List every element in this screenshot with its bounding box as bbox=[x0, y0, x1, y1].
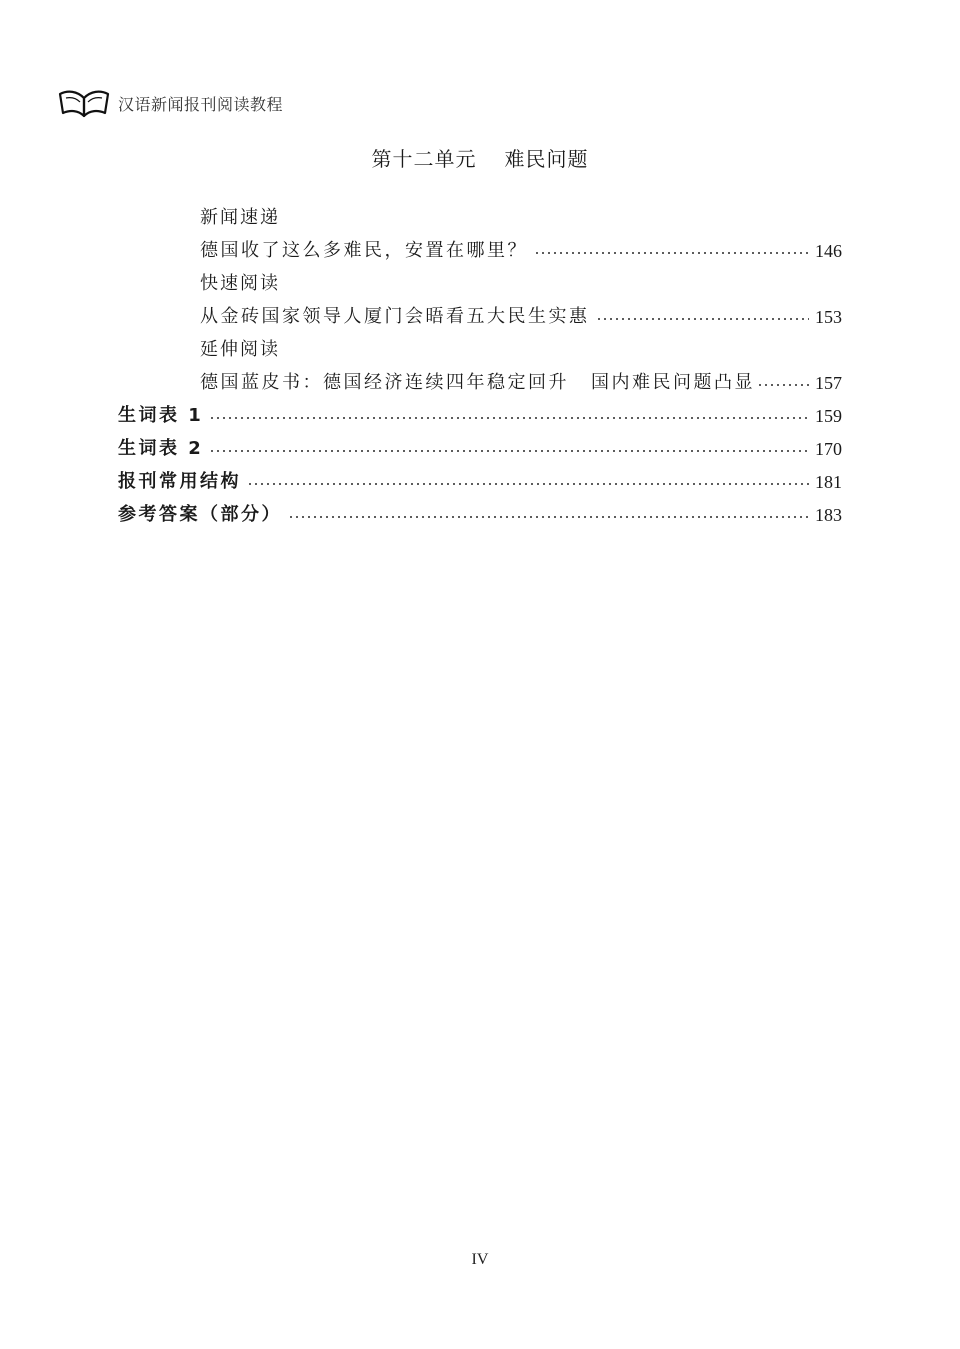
section-heading bbox=[200, 196, 842, 229]
dot-leader bbox=[209, 448, 809, 454]
section-label-extended-reading: 延伸阅读 bbox=[200, 339, 280, 360]
unit-topic: 难民问题 bbox=[504, 147, 589, 171]
toc-entry-appendix[interactable] bbox=[118, 394, 842, 427]
open-book-icon bbox=[58, 86, 110, 120]
section-heading bbox=[200, 328, 842, 361]
toc-entry-appendix[interactable] bbox=[118, 493, 842, 526]
toc-entry-title: 德国收了这么多难民，安置在哪里？ bbox=[200, 240, 528, 261]
unit-title bbox=[0, 143, 960, 172]
toc-entry-page: 183 bbox=[815, 505, 842, 525]
page-number: IV bbox=[471, 1251, 489, 1268]
toc-entry-title-part-b: 国内难民问题凸显 bbox=[591, 372, 755, 393]
toc-entry-title bbox=[200, 368, 755, 394]
toc-entry[interactable] bbox=[200, 295, 842, 328]
dot-leader bbox=[288, 514, 809, 520]
toc-entry-title: 生词表 1 bbox=[118, 405, 204, 426]
section-label-quick-reading: 快速阅读 bbox=[200, 273, 280, 294]
toc-entry-title: 参考答案（部分） bbox=[118, 504, 282, 525]
dot-leader bbox=[534, 250, 809, 256]
toc-entry-page: 170 bbox=[815, 439, 842, 459]
unit-number: 第十二单元 bbox=[371, 147, 477, 171]
toc-entry-title: 报刊常用结构 bbox=[118, 471, 241, 492]
toc-entry-appendix[interactable] bbox=[118, 427, 842, 460]
running-header bbox=[58, 86, 283, 120]
toc-entry-title: 从金砖国家领导人厦门会晤看五大民生实惠 bbox=[200, 306, 590, 327]
toc-entry-title: 生词表 2 bbox=[118, 438, 204, 459]
dot-leader bbox=[209, 415, 809, 421]
toc-entry-appendix[interactable] bbox=[118, 460, 842, 493]
toc-entry-page: 153 bbox=[815, 307, 842, 327]
toc-entry[interactable] bbox=[200, 229, 842, 262]
section-label-news-express: 新闻速递 bbox=[200, 207, 280, 228]
toc-entry[interactable] bbox=[200, 361, 842, 394]
book-title: 汉语新闻报刊阅读教程 bbox=[118, 94, 284, 114]
toc-entry-page: 159 bbox=[815, 406, 842, 426]
toc-entry-title-part-a: 德国蓝皮书：德国经济连续四年稳定回升 bbox=[200, 372, 569, 393]
dot-leader bbox=[247, 481, 809, 487]
dot-leader bbox=[757, 382, 811, 388]
section-heading bbox=[200, 262, 842, 295]
toc-entry-page: 181 bbox=[815, 472, 842, 492]
toc-entry-page: 157 bbox=[815, 373, 842, 393]
dot-leader bbox=[596, 316, 810, 322]
toc-entry-page: 146 bbox=[815, 241, 842, 261]
